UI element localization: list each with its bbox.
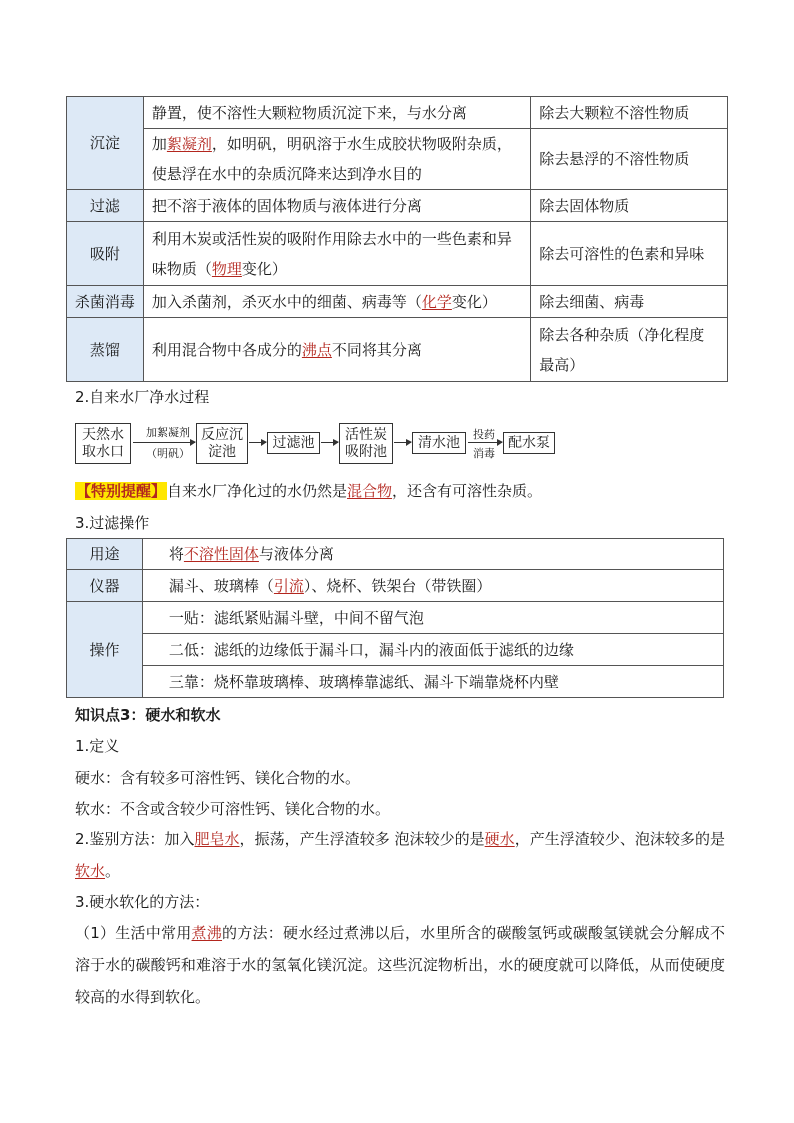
row-label: 仪器 <box>67 570 143 602</box>
flow-arrow <box>394 442 411 443</box>
row-content: 一贴：滤纸紧贴漏斗壁，中间不留气泡 <box>142 602 723 634</box>
method-cell: 吸附 <box>67 222 144 286</box>
table-row <box>67 539 724 570</box>
key-term: 混合物 <box>347 482 393 500</box>
key-term: 引流 <box>273 576 304 595</box>
table-row <box>67 97 728 129</box>
key-term: 不溶性固体 <box>183 545 259 563</box>
table-row <box>67 190 728 222</box>
method-cell: 过滤 <box>67 190 144 222</box>
description-cell: 利用木炭或活性炭的吸附作用除去水中的一些色素和异味物质（物理变化） <box>143 222 530 286</box>
row-label: 操作 <box>67 602 143 698</box>
description-cell: 把不溶于液体的固体物质与液体进行分离 <box>143 190 530 222</box>
table-row <box>67 129 728 190</box>
definition-title: 1.定义 <box>75 737 120 755</box>
description-cell: 加絮凝剂，如明矾，明矾溶于水生成胶状物吸附杂质，使悬浮在水中的杂质沉降来达到净水目的 <box>143 129 530 190</box>
identification-paragraph: 2.鉴别方法：加入肥皂水，振荡，产生浮渣较多 泡沫较少的是硬水，产生浮渣较少、泡沫较多的是软水。 <box>75 830 725 880</box>
method-cell: 杀菌消毒 <box>67 286 144 318</box>
row-content: 漏斗、玻璃棒（引流）、烧杯、铁架台（带铁圈） <box>142 570 723 602</box>
table-row <box>67 222 728 286</box>
description-cell: 加入杀菌剂，杀灭水中的细菌、病毒等（化学变化） <box>143 286 530 318</box>
flow-arrow <box>321 442 338 443</box>
flow-box-sedimentation: 反应沉淀池 <box>196 423 248 464</box>
note-badge: 【特别提醒】 <box>76 482 167 500</box>
description-cell: 利用混合物中各成分的沸点不同将其分离 <box>143 318 530 382</box>
purpose-cell: 除去固体物质 <box>531 190 728 222</box>
key-term: 沸点 <box>301 340 332 359</box>
flow-label-coagulant: 加絮凝剂 <box>146 426 190 439</box>
flow-label-disinfect: 消毒 <box>473 447 495 460</box>
table-row <box>67 318 728 382</box>
flow-label-dosing: 投药 <box>473 428 495 441</box>
key-term: 煮沸 <box>191 924 223 942</box>
flow-arrow <box>249 442 266 443</box>
key-term: 化学 <box>421 292 452 311</box>
method-cell: 沉淀 <box>67 97 144 190</box>
row-label: 用途 <box>67 539 143 570</box>
filtration-table <box>66 538 724 698</box>
key-term: 肥皂水 <box>194 830 240 848</box>
section-title: 3.过滤操作 <box>75 514 150 532</box>
flow-arrow <box>133 442 195 443</box>
purification-methods-table <box>66 96 728 382</box>
key-term: 物理 <box>211 259 242 278</box>
row-content: 三靠：烧杯靠玻璃棒、玻璃棒靠滤纸、漏斗下端靠烧杯内壁 <box>142 666 723 698</box>
flow-arrow <box>468 442 502 443</box>
purpose-cell: 除去可溶性的色素和异味 <box>531 222 728 286</box>
description-cell: 静置，使不溶性大颗粒物质沉淀下来，与水分离 <box>143 97 530 129</box>
row-content: 二低：滤纸的边缘低于漏斗口，漏斗内的液面低于滤纸的边缘 <box>142 634 723 666</box>
section-title: 2.自来水厂净水过程 <box>75 388 210 406</box>
purpose-cell: 除去细菌、病毒 <box>531 286 728 318</box>
key-term: 硬水 <box>484 830 515 848</box>
table-row <box>67 602 724 634</box>
hard-water-definition: 硬水：含有较多可溶性钙、镁化合物的水。 <box>75 769 361 787</box>
purpose-cell: 除去大颗粒不溶性物质 <box>531 97 728 129</box>
purpose-cell: 除去各种杂质（净化程度最高） <box>531 318 728 382</box>
key-term: 絮凝剂 <box>166 135 212 153</box>
flow-box-filter: 过滤池 <box>267 432 320 454</box>
row-content: 将不溶性固体与液体分离 <box>142 539 723 570</box>
table-row <box>67 570 724 602</box>
knowledge-heading: 知识点3：硬水和软水 <box>75 706 221 724</box>
key-term: 软水 <box>75 862 106 880</box>
flow-box-intake: 天然水取水口 <box>75 423 131 464</box>
purpose-cell: 除去悬浮的不溶性物质 <box>531 129 728 190</box>
flow-box-clear-water: 清水池 <box>412 432 466 454</box>
water-plant-flow-diagram <box>75 420 575 466</box>
method-cell: 蒸馏 <box>67 318 144 382</box>
special-note: 【特别提醒】自来水厂净化过的水仍然是混合物，还含有可溶性杂质。 <box>76 482 543 500</box>
flow-box-pump: 配水泵 <box>503 432 555 454</box>
flow-box-carbon: 活性炭吸附池 <box>339 423 393 464</box>
table-row <box>67 634 724 666</box>
flow-label-alum: （明矾） <box>146 447 190 460</box>
table-row <box>67 666 724 698</box>
softening-paragraph: （1）生活中常用煮沸的方法：硬水经过煮沸以后，水里所含的碳酸氢钙或碳酸氢镁就会分解成不溶于水的碳酸钙和难溶于水的氢氧化镁沉淀。这些沉淀物析出，水的硬度就可以降低，从而使硬度较高的水得到软化。 <box>75 924 725 1006</box>
soft-water-definition: 软水：不含或含较少可溶性钙、镁化合物的水。 <box>75 800 391 818</box>
softening-title: 3.硬水软化的方法： <box>75 893 210 911</box>
table-row <box>67 286 728 318</box>
